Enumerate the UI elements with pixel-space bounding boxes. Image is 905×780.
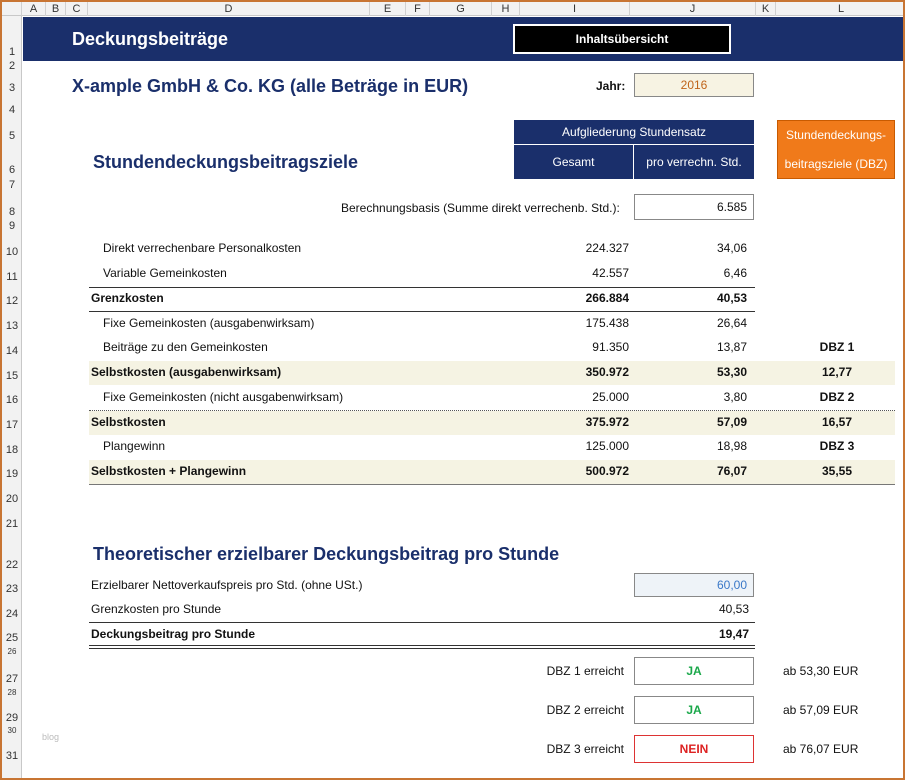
- row-label: Selbstkosten: [91, 415, 166, 429]
- per-hour-value[interactable]: 76,07: [716, 464, 747, 478]
- row-label: Variable Gemeinkosten: [103, 266, 227, 280]
- status-note: ab 53,30 EUR: [783, 664, 859, 678]
- year-label: Jahr:: [596, 79, 626, 93]
- row-header[interactable]: 23: [5, 583, 19, 595]
- row-label: Grenzkosten: [91, 291, 164, 305]
- column-header-e[interactable]: E: [370, 2, 406, 16]
- table-row: [89, 336, 895, 360]
- row-header[interactable]: 17: [5, 419, 19, 431]
- row-header[interactable]: 11: [6, 271, 18, 283]
- dbz2-status[interactable]: JA: [634, 696, 754, 724]
- column-header-b[interactable]: B: [46, 2, 66, 16]
- total-value[interactable]: 125.000: [585, 439, 629, 453]
- total-value[interactable]: 266.884: [585, 291, 629, 305]
- watermark: blog: [42, 732, 60, 742]
- basis-input[interactable]: 6.585: [634, 194, 754, 220]
- table-row: [89, 287, 895, 311]
- dbz-label: DBZ 3: [819, 439, 855, 453]
- table-row: [89, 361, 895, 385]
- status-note: ab 57,09 EUR: [783, 703, 859, 717]
- per-hour-column-header: pro verrechn. Std.: [634, 145, 754, 179]
- row-header[interactable]: 4: [8, 104, 16, 116]
- row-label: Selbstkosten + Plangewinn: [91, 464, 247, 478]
- dbz1-status[interactable]: JA: [634, 657, 754, 685]
- dbz-value[interactable]: 16,57: [821, 415, 853, 429]
- row-label: Fixe Gemeinkosten (nicht ausgabenwirksam): [103, 390, 344, 404]
- per-hour-value[interactable]: 26,64: [716, 316, 747, 330]
- row-header[interactable]: 24: [5, 608, 19, 620]
- table-row: [89, 312, 895, 336]
- dbz-column-header: [777, 120, 895, 179]
- status-label: DBZ 1 erreicht: [546, 664, 624, 678]
- row-label: Plangewinn: [103, 439, 166, 453]
- row-label: Grenzkosten pro Stunde: [91, 602, 222, 616]
- column-header-g[interactable]: G: [430, 2, 492, 16]
- total-value[interactable]: 375.972: [585, 415, 629, 429]
- per-hour-value[interactable]: 18,98: [716, 439, 747, 453]
- net-price-input[interactable]: 60,00: [634, 573, 754, 597]
- total-value[interactable]: 42.557: [592, 266, 629, 280]
- row-header[interactable]: 26: [7, 647, 17, 656]
- row-header[interactable]: 27: [5, 673, 19, 685]
- row-header[interactable]: 1: [8, 46, 16, 58]
- row-header-bar: [2, 16, 22, 780]
- row-label: Fixe Gemeinkosten (ausgabenwirksam): [103, 316, 315, 330]
- row-header[interactable]: 13: [5, 320, 19, 332]
- row-header[interactable]: 18: [5, 444, 19, 456]
- table-row: [89, 623, 755, 647]
- column-header-c[interactable]: C: [66, 2, 88, 16]
- per-hour-value[interactable]: 13,87: [716, 340, 747, 354]
- marginal-cost-value[interactable]: 40,53: [718, 602, 749, 616]
- dbz-label: DBZ 2: [819, 390, 855, 404]
- total-value[interactable]: 25.000: [592, 390, 629, 404]
- row-header[interactable]: 19: [5, 468, 19, 480]
- dbz-value[interactable]: 12,77: [821, 365, 853, 379]
- total-value[interactable]: 175.438: [585, 316, 629, 330]
- row-label: Selbstkosten (ausgabenwirksam): [91, 365, 282, 379]
- row-header[interactable]: 6: [8, 164, 16, 176]
- status-label: DBZ 3 erreicht: [546, 742, 624, 756]
- row-header[interactable]: 2: [8, 60, 16, 72]
- row-header[interactable]: 16: [5, 394, 19, 406]
- column-header-bar: [2, 2, 905, 16]
- table-row: [89, 262, 895, 286]
- column-header-i[interactable]: I: [520, 2, 630, 16]
- table-row: [89, 411, 895, 435]
- per-hour-value[interactable]: 34,06: [716, 241, 747, 255]
- column-header-f[interactable]: F: [406, 2, 430, 16]
- row-header[interactable]: 3: [8, 82, 16, 94]
- row-header[interactable]: 14: [5, 345, 19, 357]
- row-header[interactable]: 25: [5, 632, 19, 644]
- row-header[interactable]: 20: [5, 493, 19, 505]
- row-header[interactable]: 31: [5, 750, 19, 762]
- column-header-d[interactable]: D: [88, 2, 370, 16]
- section-title-theoretical: Theoretischer erzielbarer Deckungsbeitrag pro Stunde: [93, 544, 560, 564]
- status-note: ab 76,07 EUR: [783, 742, 859, 756]
- row-label: Erzielbarer Nettoverkaufspreis pro Std. (ohne USt.): [91, 578, 363, 592]
- per-hour-value[interactable]: 6,46: [723, 266, 747, 280]
- total-value[interactable]: 350.972: [585, 365, 629, 379]
- dbz-header-line2: beitragsziele (DBZ): [784, 157, 888, 171]
- row-label: Beiträge zu den Gemeinkosten: [103, 340, 268, 354]
- row-header[interactable]: 5: [8, 130, 16, 142]
- breakdown-header: Aufgliederung Stundensatz: [514, 120, 754, 145]
- row-header[interactable]: 7: [8, 179, 16, 191]
- row-label: Deckungsbeitrag pro Stunde: [91, 627, 256, 641]
- row-header[interactable]: 30: [7, 726, 17, 735]
- contribution-value[interactable]: 19,47: [718, 627, 749, 641]
- row-header[interactable]: 28: [7, 688, 17, 697]
- table-row: [89, 598, 755, 622]
- column-header-a[interactable]: A: [22, 2, 46, 16]
- company-heading: X-ample GmbH & Co. KG (alle Beträge in EUR): [72, 76, 469, 96]
- dbz3-status[interactable]: NEIN: [634, 735, 754, 763]
- year-input[interactable]: 2016: [634, 73, 754, 97]
- per-hour-value[interactable]: 3,80: [723, 390, 747, 404]
- column-header-k[interactable]: K: [756, 2, 776, 16]
- status-label: DBZ 2 erreicht: [546, 703, 624, 717]
- basis-label: Berechnungsbasis (Summe direkt verrechenb. Std.):: [341, 201, 620, 215]
- overview-button[interactable]: Inhaltsübersicht: [513, 24, 731, 54]
- dbz-label: DBZ 1: [819, 340, 855, 354]
- dbz-header-line1: Stundendeckungs-: [785, 128, 887, 142]
- row-header[interactable]: 12: [5, 295, 19, 307]
- divider: [89, 484, 895, 485]
- row-header[interactable]: 8: [8, 206, 16, 218]
- row-header[interactable]: 9: [8, 220, 16, 232]
- per-hour-value[interactable]: 40,53: [716, 291, 747, 305]
- row-label: Direkt verrechenbare Personalkosten: [103, 241, 302, 255]
- table-row: [89, 460, 895, 484]
- page-title: Deckungsbeiträge: [72, 29, 229, 49]
- row-header[interactable]: 21: [5, 518, 19, 530]
- total-value[interactable]: 500.972: [585, 464, 629, 478]
- row-header[interactable]: 29: [5, 712, 19, 724]
- column-header-l[interactable]: L: [776, 2, 905, 16]
- table-row: [89, 435, 895, 459]
- per-hour-value[interactable]: 53,30: [716, 365, 747, 379]
- total-value[interactable]: 224.327: [585, 241, 629, 255]
- select-all-corner[interactable]: [2, 2, 22, 16]
- divider: [89, 645, 755, 646]
- row-header[interactable]: 22: [5, 559, 19, 571]
- per-hour-value[interactable]: 57,09: [716, 415, 747, 429]
- table-row: [89, 237, 895, 261]
- section-title-goals: Stundendeckungsbeitragsziele: [93, 152, 359, 172]
- column-header-j[interactable]: J: [630, 2, 756, 16]
- row-header[interactable]: 15: [5, 370, 19, 382]
- column-header-h[interactable]: H: [492, 2, 520, 16]
- total-value[interactable]: 91.350: [592, 340, 629, 354]
- total-column-header: Gesamt: [514, 145, 634, 179]
- table-row: [89, 386, 895, 410]
- row-header[interactable]: 10: [5, 246, 19, 258]
- dbz-value[interactable]: 35,55: [821, 464, 853, 478]
- divider: [89, 648, 755, 649]
